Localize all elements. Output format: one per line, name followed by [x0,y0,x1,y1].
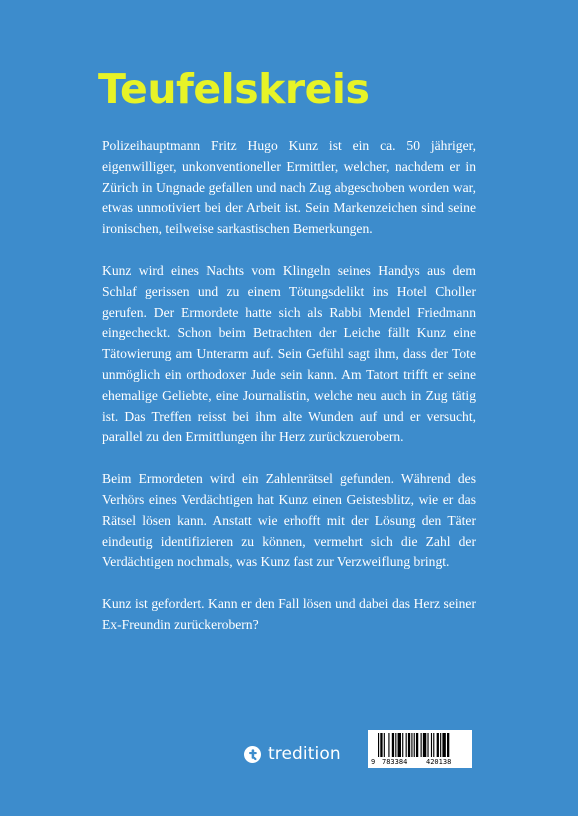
barcode-bar [433,733,434,757]
blurb-paragraph-1: Polizeihauptmann Fritz Hugo Kunz ist ein ca. 50 jähriger, eigenwilliger, unkonventioneller Ermittler, welcher, nachdem er in Zürich in Ungnade gefallen und nach Zug abgeschoben worden war, etwas unmotiviert bei der Arbeit ist. Sein Markenzeichen sind seine ironischen, teilweise sarkastischen Bemerkungen. [102,138,476,237]
blurb [102,136,476,657]
barcode-bar [384,733,385,757]
tredition-logo-icon [244,746,261,763]
barcode-bar [411,733,412,757]
barcode-bar [431,733,432,757]
blurb-paragraph-4: Kunz ist gefordert. Kann er den Fall lösen und dabei das Herz seiner Ex-Freundin zurückerobern? [102,596,476,632]
blurb-paragraph-2: Kunz wird eines Nachts vom Klingeln seines Handys aus dem Schlaf gerissen und zu einem Tötungsdelikt ins Hotel Choller gerufen. Der Ermordete hatte sich als Rabbi Mendel Friedmann eingecheckt. Schon beim Betrachten der Leiche fällt Kunz eine Tätowierung am Unterarm auf. Sein Gefühl sagt ihm, dass der Tote unmöglich ein orthodoxer Jude sein kann. Am Tatort trifft er seine ehemalige Geliebte, eine Journalistin, welche neu auch in Zug tätig ist. Das Treffen reisst bei ihm alte Wunden auf und er versucht, parallel zu den Ermittlungen ihr Herz zurückzuerobern. [102,262,476,445]
barcode-bar [437,733,439,757]
barcode-bar [406,733,407,757]
barcode-bar [380,733,382,757]
barcode-bars [368,730,472,760]
barcode-bar [392,733,394,757]
barcode-bar [388,733,389,757]
publisher-name: tredition [268,744,341,764]
isbn-barcode [368,730,472,768]
barcode-bar [408,733,410,757]
barcode-bar [447,733,449,757]
isbn-first-digit: 9 [371,758,376,766]
barcode-bar [440,733,441,757]
book-title: Teufelskreis [98,65,370,113]
barcode-bar [442,733,445,757]
blurb-paragraph-3: Beim Ermordeten wird ein Zahlenrätsel gefunden. Während des Verhörs eines Verdächtigen hat Kunz einen Geistesblitz, wie er das Rätsel lösen kann. Anstatt wie erhofft mit der Lösung den Täter eindeutig identifizieren zu können, vermehrt sich die Zahl der Verdächtigen nochmals, was Kunz fast zur Verzweiflung bringt. [102,471,476,570]
isbn-right-group: 420138 [426,758,452,766]
barcode-bar [398,733,401,757]
barcode-bar [421,733,422,757]
barcode-bar [402,733,403,757]
barcode-bar [423,733,426,757]
barcode-bar [395,733,396,757]
barcode-bar [427,733,428,757]
isbn-left-group: 783384 [382,758,408,766]
publisher-logo [244,742,341,766]
barcode-bar [414,733,415,757]
barcode-bar [416,733,418,757]
barcode-bar [378,733,379,757]
